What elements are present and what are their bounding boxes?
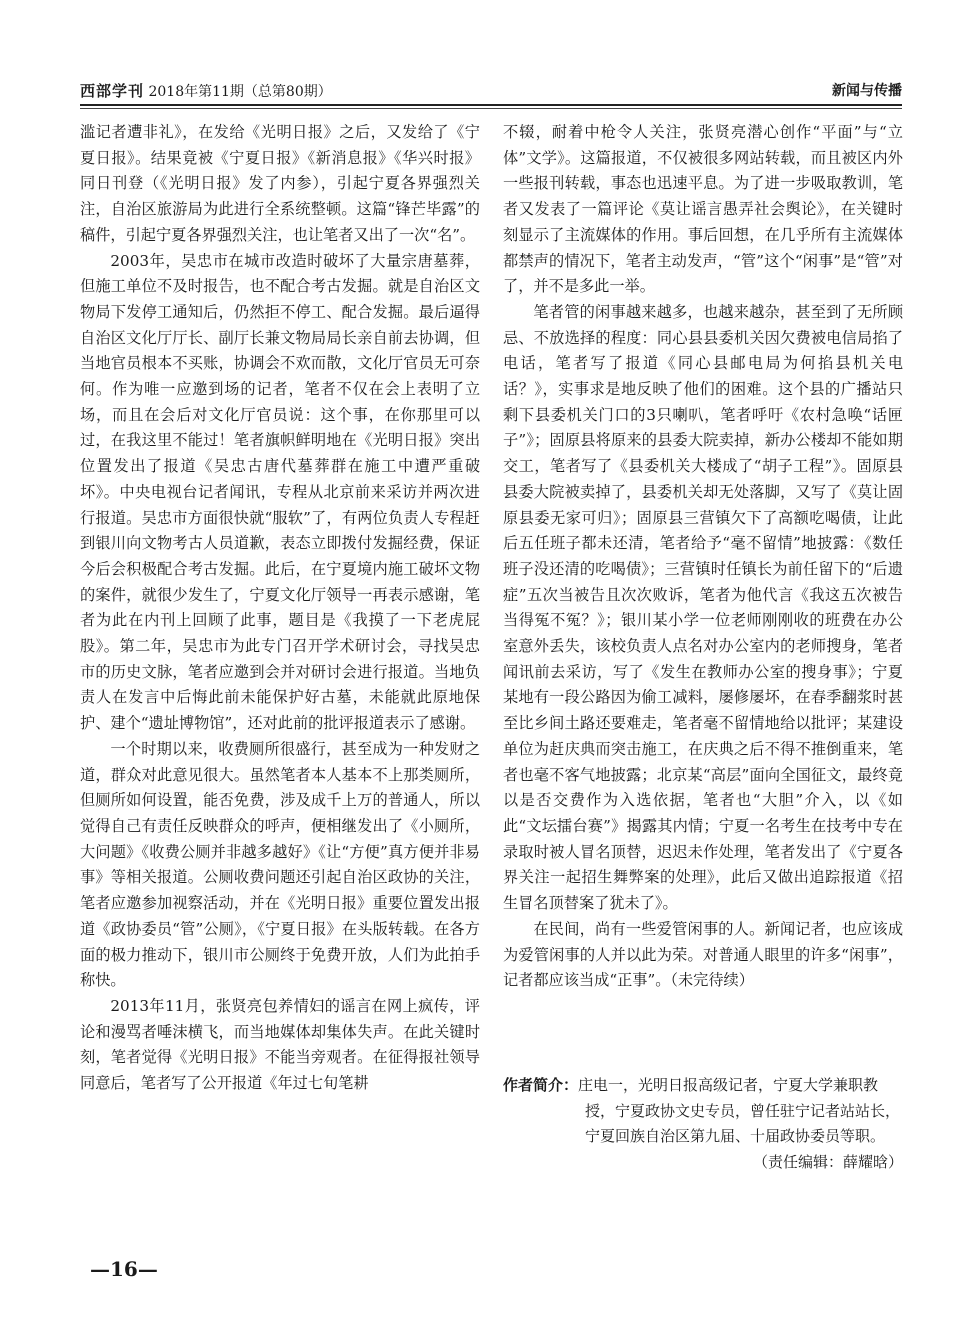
- left-column: [80, 120, 480, 1097]
- author-intro-line: [503, 1073, 903, 1099]
- header-rule: [80, 104, 902, 106]
- paragraph: 2003年，吴忠市在城市改造时破坏了大量宗唐墓葬，但施工单位不及时报告，也不配合考古发掘。就是自治区文物局下发停工通知后，仍然拒不停工、配合发掘。最后逼得自治区文化厅厅长、副厅长兼文物局局长亲自前去协调，但当地官员根本不买账，协调会不欢而散，文化厅官员无可奈何。作为唯一应邀到场的记者，笔者不仅在会上表明了立场，而且在会后对文化厅官员说：这个事，在你那里可以过，在我这里不能过！笔者旗帜鲜明地在《光明日报》突出位置发出了报道《吴忠古唐代墓葬群在施工中遭严重破坏》。中央电视台记者闻讯，专程从北京前来采访并两次进行报道。吴忠市方面很快就“服软”了，有两位负责人专程赶到银川向文物考古人员道歉，表态立即拨付发掘经费，保证今后会积极配合考古发掘。此后，在宁夏境内施工破坏文物的案件，就很少发生了，宁夏文化厅领导一再表示感谢，笔者为此在内刊上回顾了此事，题目是《我摸了一下老虎屁股》。第二年，吴忠市为此专门召开学术研讨会，寻找吴忠市的历史文脉，笔者应邀到会并对研讨会进行报道。当地负责人在发言中后悔此前未能保护好古墓，未能就此原地保护、建个“遗址博物馆”，还对此前的批评报道表示了感谢。: [80, 251, 480, 733]
- header-rule-thin: [80, 108, 902, 109]
- journal-info: [80, 80, 332, 101]
- author-intro-text: 庄电一，光明日报高级记者，宁夏大学兼职教: [578, 1076, 879, 1094]
- issue-info: 2018年第11期（总第80期）: [148, 84, 332, 100]
- journal-name: 西部学刊: [80, 82, 145, 100]
- paragraph: 笔者管的闲事越来越多，也越来越杂，甚至到了无所顾忌、不放选择的程度：同心县县委机关因欠费被电信局掐了电话，笔者写了报道《同心县邮电局为何掐县机关电话？》，实事求是地反映了他们的困难。这个县的广播站只剩下县委机关门口的3只喇叭，笔者呼吁《农村急唤“话匣子”》；固原县将原来的县委大院卖掉，新办公楼却不能如期交工，笔者写了《县委机关大楼成了“胡子工程”》。固原县县委大院被卖掉了，县委机关却无处落脚，又写了《莫让固原县委无家可归》；固原县三营镇欠下了高额吃喝债，让此后五任班子都未还清，笔者给予“毫不留情”地披露：《数任班子没还清的吃喝债》；三营镇时任镇长为前任留下的“后遗症”五次当被告且次次败诉，笔者为他代言《我这五次被告当得冤不冤？》；银川某小学一位老师刚刚收的班费在办公室意外丢失，该校负责人点名对办公室内的老师搜身，笔者闻讯前去采访，写了《发生在教师办公室的搜身事》；宁夏某地有一段公路因为偷工减料，屡修屡坏，在春季翻浆时甚至比乡间土路还要难走，笔者毫不留情地给以批评；某建设单位为赶庆典而突击施工，在庆典之后不得不推倒重来，笔者也毫不客气地披露；北京某“高层”面向全国征文，最终竟以是否交费作为入选依据，笔者也“大胆”介入，以《如此“文坛擂台赛”》揭露其内情；宁夏一名考生在技考中专在录取时被人冒名顶替，迟迟未作处理，笔者发出了《宁夏各界关注一起招生舞弊案的处理》，此后又做出追踪报道《招生冒名顶替案了犹未了》。: [503, 302, 903, 913]
- author-intro-label: 作者简介：: [503, 1076, 579, 1094]
- page-header: [80, 78, 902, 104]
- paragraph: 不辍，耐着中枪令人关注，张贤亮潜心创作“平面”与“立体”文学》。这篇报道，不仅被很多网站转载，而且被区内外一些报刊转载，事态也迅速平息。为了进一步吸取教训，笔者又发表了一篇评论《莫让谣言愚弄社会舆论》，在关键时刻显示了主流媒体的作用。事后回想，在几乎所有主流媒体都禁声的情况下，笔者主动发声，“管”这个“闲事”是“管”对了，并不是多此一举。: [503, 123, 903, 296]
- page-number: —16—: [90, 1257, 158, 1281]
- paragraph: 在民间，尚有一些爱管闲事的人。新闻记者，也应该成为爱管闲事的人并以此为荣。对普通人眼里的许多“闲事”，记者都应该当成“正事”。（未完待续）: [503, 919, 903, 990]
- author-intro-line: 宁夏回族自治区第九届、十届政协委员等职。: [585, 1127, 886, 1145]
- paragraph: 一个时期以来，收费厕所很盛行，甚至成为一种发财之道，群众对此意见很大。虽然笔者本人基本不上那类厕所，但厕所如何设置，能否免费，涉及成千上万的普通人，所以觉得自己有责任反映群众的呼声，便相继发出了《小厕所，大问题》《收费公厕并非越多越好》《让“方便”真方便并非易事》等相关报道。公厕收费问题还引起自治区政协的关注，笔者应邀参加视察活动，并在《光明日报》重要位置发出报道《政协委员“管”公厕》，《宁夏日报》在头版转载。在各方面的极力推动下，银川市公厕终于免费开放，人们为此拍手称快。: [80, 739, 480, 990]
- paragraph: 滥记者遭非礼》，在发给《光明日报》之后，又发给了《宁夏日报》。结果竟被《宁夏日报》《新消息报》《华兴时报》同日刊登（《光明日报》发了内参），引起宁夏各界强烈关注，自治区旅游局为此进行全系统整顿。这篇“锋芒毕露”的稿件，引起宁夏各界强烈关注，也让笔者又出了一次“名”。: [80, 123, 480, 244]
- paragraph: 2013年11月，张贤亮包养情妇的谣言在网上疯传，评论和漫骂者唾沫横飞，而当地媒体却集体失声。在此关键时刻，笔者觉得《光明日报》不能当旁观者。在征得报社领导同意后，笔者写了公开报道《年过七旬笔耕: [80, 996, 480, 1093]
- section-title: 新闻与传播: [832, 83, 902, 99]
- responsible-editor: （责任编辑：薛耀晗）: [752, 1152, 903, 1171]
- author-intro: [503, 1073, 903, 1175]
- right-column: [503, 120, 903, 994]
- author-intro-line: 授，宁夏政协文史专员，曾任驻宁记者站站长，: [585, 1101, 901, 1120]
